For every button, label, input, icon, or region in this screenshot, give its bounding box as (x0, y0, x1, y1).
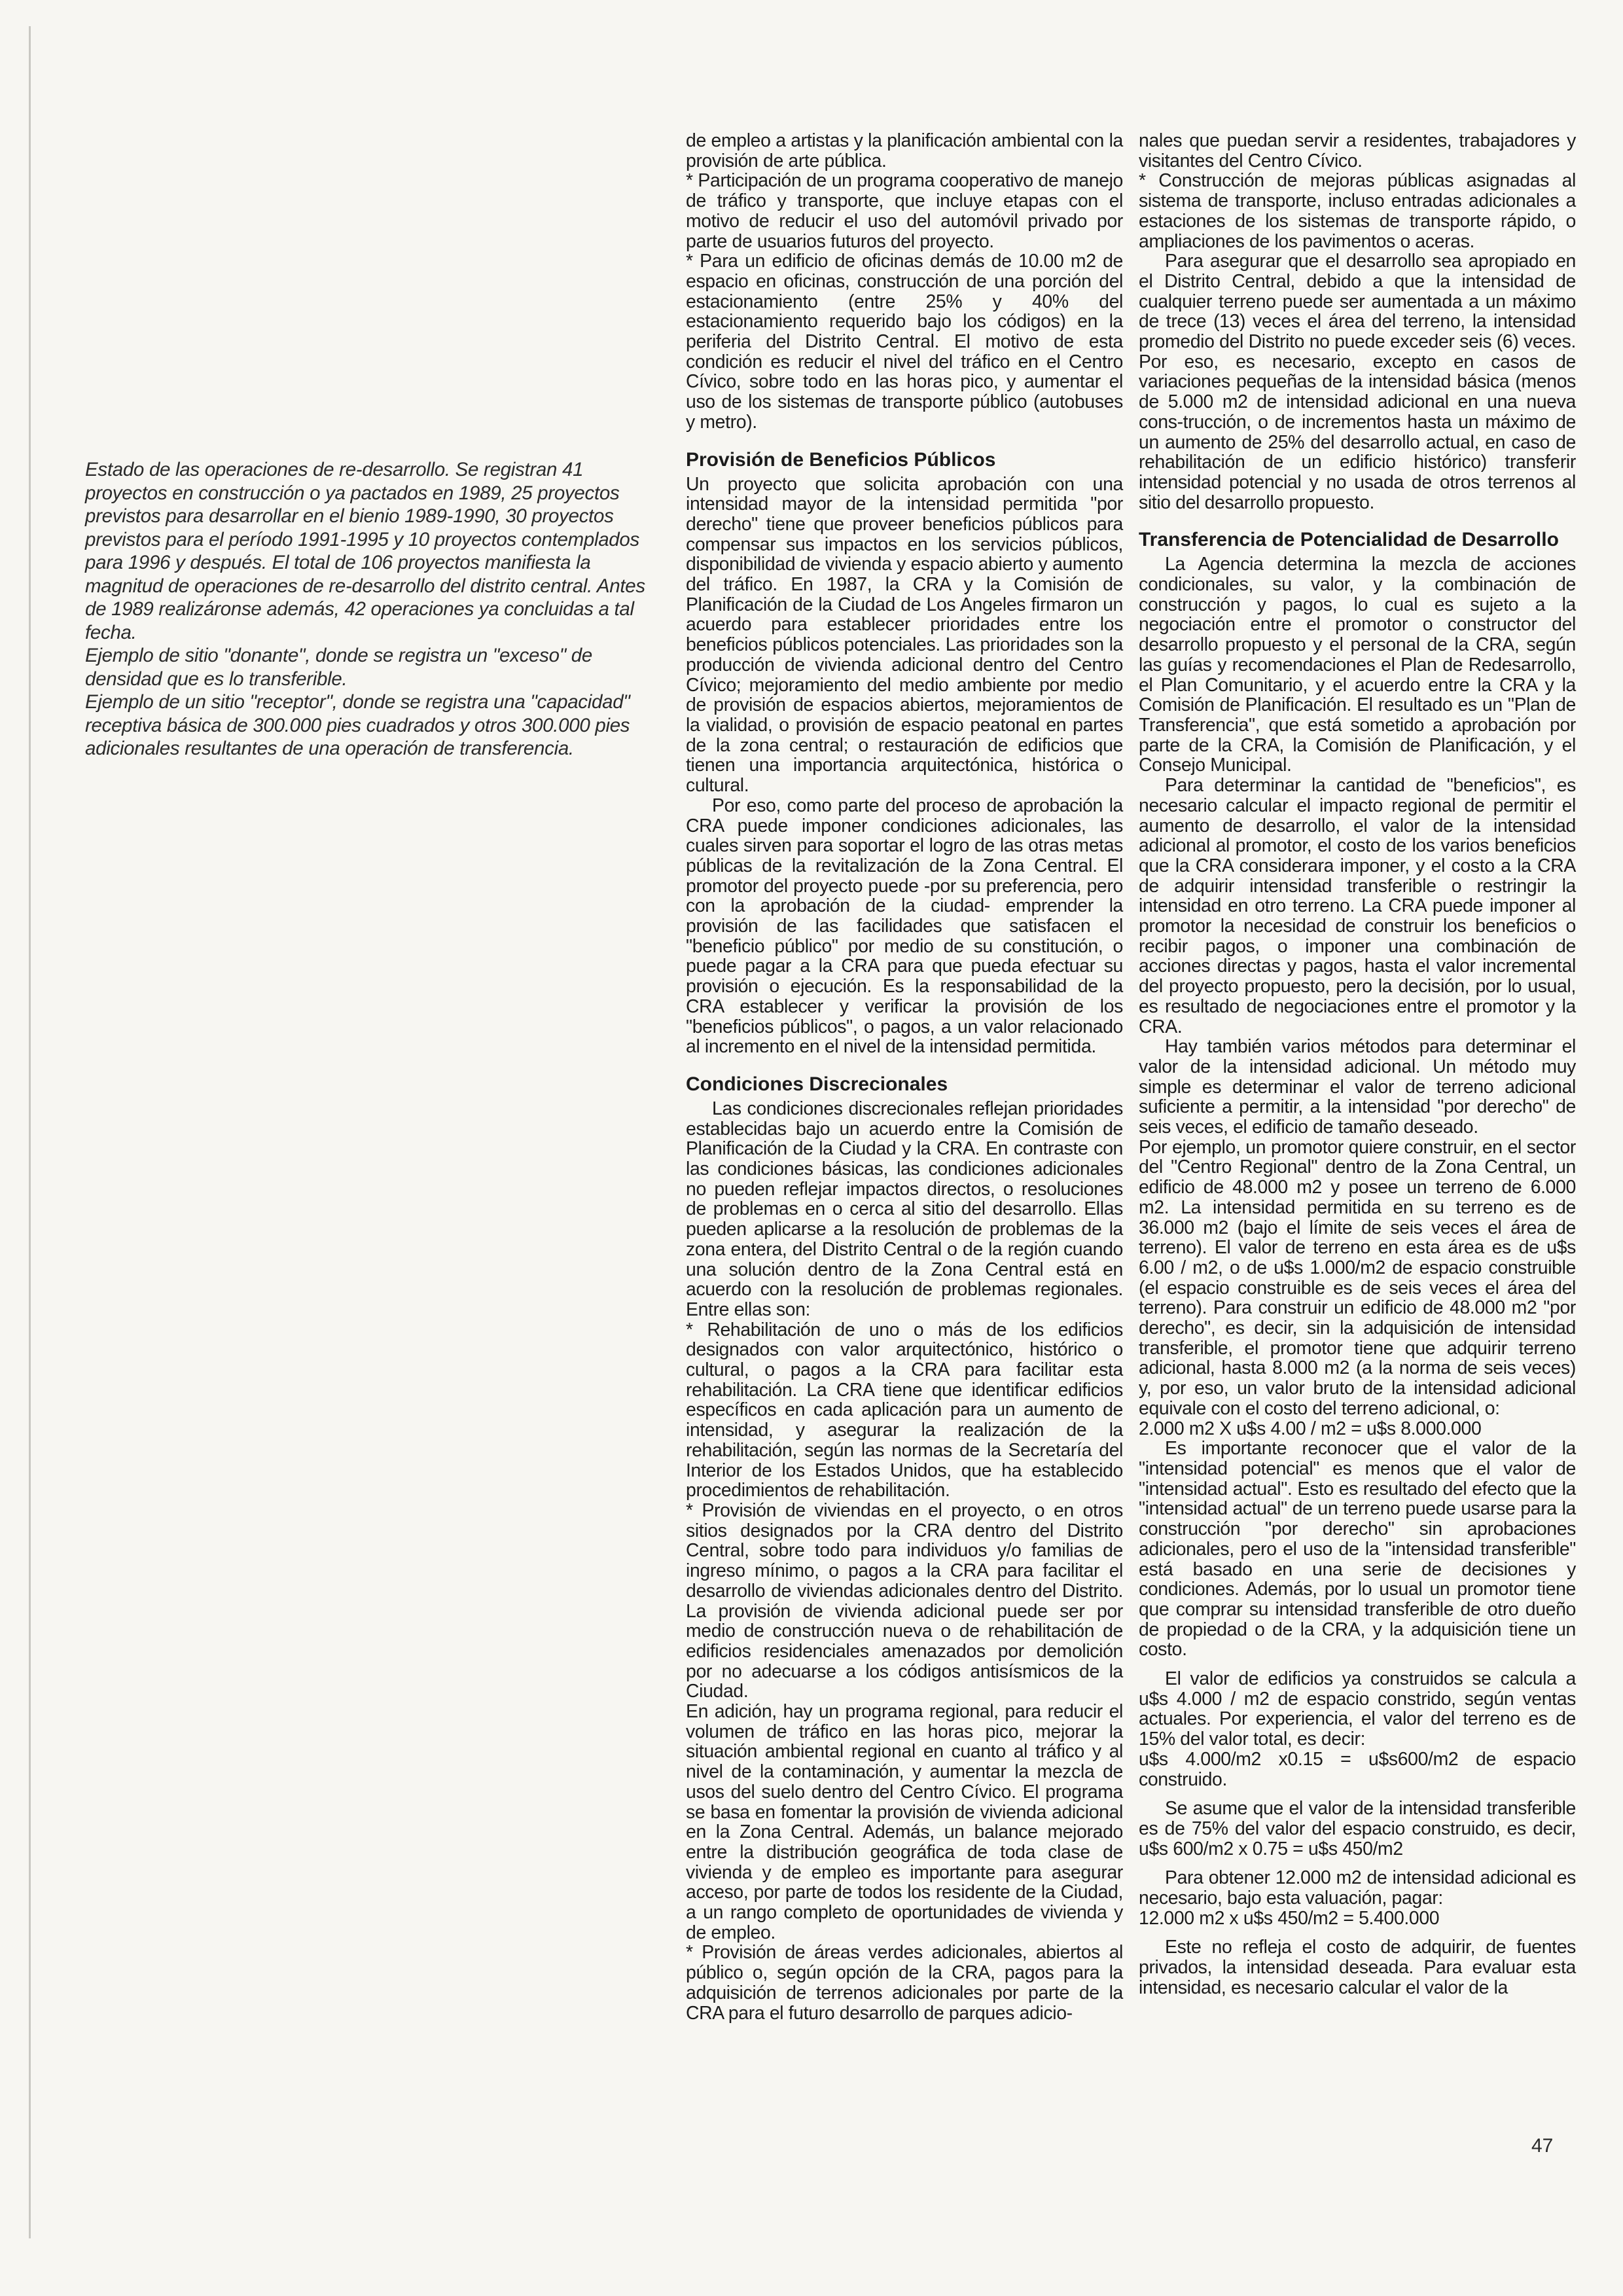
caption-paragraph: Ejemplo de un sitio "receptor", donde se registra una "capacidad" receptiva básica de 300.000 pies cuadrados y otros 300.000 pies adicionales resultantes de una operación de transferencia. (85, 691, 630, 759)
body-paragraph: * Rehabilitación de uno o más de los edificios designados con valor arquitectónico, histórico o cultural, o pagos a la CRA para facilitar esta rehabilitación. La CRA tiene que identificar edificios específicos en cada aplicación para un aumento de intensidad, y asegurar la realización de la rehabilitación, según las normas de la Secretaría del Interior de los Estados Unidos, que ha establecido procedimientos de rehabilitación. (686, 1319, 1123, 1501)
section-heading: Transferencia de Potencialidad de Desarrollo (1139, 529, 1559, 551)
body-paragraph: * Participación de un programa cooperativo de manejo de tráfico y transporte, que incluye etapas con el motivo de reducir el uso del automóvil privado por parte de usuarios futuros del proyecto. (686, 170, 1123, 252)
body-paragraph: Por eso, como parte del proceso de aprobación la CRA puede imponer condiciones adicionales, las cuales sirven para soportar el logro de las otras metas públicas de la revitalización de la Zona Central. El promotor del proyecto puede -por su preferencia, pero con la aprobación de la ciudad- emprender la provisión de las facilidades que satisfacen el "beneficio público" por medio de su constitución, o puede pagar a la CRA para que pueda efectuar su provisión o ejecución. Es la responsabilidad de la CRA establecer y verificar la provisión de los "beneficios públicos", o pagos, a un valor relacionado al incremento en el nivel de la intensidad permitida. (686, 795, 1123, 1058)
body-paragraph: En adición, hay un programa regional, para reducir el volumen de tráfico en las horas pico, mejorar la situación ambiental regional en cuanto al tráfico y al nivel de la contaminación, y aumentar la mezcla de usos del suelo dentro del Centro Cívico. El programa se basa en fomentar la provisión de vivienda adicional en la Zona Central. Además, un balance mejorado entre la distribución geográfica de toda clase de vivienda y de empleo es importante para asegurar acceso, por parte de todos los residente de la Ciudad, a un rango completo de oportunidades de vivienda y de empleo. (686, 1701, 1123, 1943)
body-paragraph: de empleo a artistas y la planificación ambiental con la provisión de arte pública. (686, 130, 1123, 171)
text-column-right (1139, 131, 1576, 1998)
body-paragraph: El valor de edificios ya construidos se calcula a u$s 4.000 / m2 de espacio constrido, según ventas actuales. Por experiencia, el valor del terreno es de 15% del valor total, es decir: (1139, 1668, 1576, 1750)
formula-line: 2.000 m2 X u$s 4.00 / m2 = u$s 8.000.000 (1139, 1418, 1482, 1439)
body-paragraph: Para asegurar que el desarrollo sea apropiado en el Distrito Central, debido a que la intensidad de cualquier terreno puede ser aumentada a un máximo de trece (13) veces el área del terreno, la intensidad promedio del Distrito no puede exceder seis (6) veces. Por eso, es necesario, excepto en casos de variaciones pequeñas de la intensidad básica (menos de 5.000 m2 de intensidad adicional en una nueva cons-trucción, o de incrementos hasta un máximo de un aumento de 25% del desarrollo actual, en caso de rehabilitación de un edificio histórico) transferir intensidad potencial y no usada de otros terrenos al sitio del desarrollo propuesto. (1139, 251, 1576, 513)
figure-caption (85, 458, 664, 761)
page-number: 47 (1531, 2135, 1554, 2157)
section-heading: Condiciones Discrecionales (686, 1073, 948, 1095)
body-paragraph: Por ejemplo, un promotor quiere construir, en el sector del "Centro Regional" dentro de la Zona Central, un edificio de 48.000 m2 y posee un terreno de 6.000 m2. La intensidad permitida en su terreno es de 36.000 m2 (bajo el límite de seis veces el área de terreno). El valor de terreno en esta área es de u$s 6.00 / m2, o de u$s 1.000/m2 de espacio construible (el espacio construible es de seis veces el área del terreno). Para construir un edificio de 48.000 m2 "por derecho", es decir, sin la adquisición de intensidad transferible, el promotor tiene que adquirir terreno adicional, hasta 8.000 m2 (a la norma de seis veces) y, por eso, un valor bruto de la intensidad adicional equivale con el costo del terreno adicional, o: (1139, 1136, 1576, 1419)
body-paragraph: Este no refleja el costo de adquirir, de fuentes privados, la intensidad deseada. Para evaluar esta intensidad, es necesario calcular el valor de la (1139, 1937, 1576, 1998)
body-paragraph: La Agencia determina la mezcla de acciones condicionales, su valor, y la combinación de construcción y pagos, lo cual es sujeto a la negociación entre el promotor o constructor del desarrollo propuesto y el personal de la CRA, según las guías y recomendaciones el Plan de Redesarrollo, el Plan Comunitario, y el acuerdo entre la CRA y la Comisión de Planificación. El resultado es un "Plan de Transferencia", que está sometido a aprobación por parte de la CRA, la Comisión de Planificación, y el Consejo Municipal. (1139, 554, 1576, 776)
formula-line: u$s 4.000/m2 x0.15 = u$s600/m2 de espacio construido. (1139, 1748, 1576, 1790)
caption-paragraph: Ejemplo de sitio "donante", donde se registra un "exceso" de densidad que es lo transferible. (85, 645, 592, 690)
body-paragraph: * Provisión de áreas verdes adicionales, abiertos al público o, según opción de la CRA, pagos para la adquisición de terrenos adicionales por parte de la CRA para el futuro desarrollo de parques adicio- (686, 1942, 1123, 2024)
body-paragraph: nales que puedan servir a residentes, trabajadores y visitantes del Centro Cívico. (1139, 130, 1576, 171)
text-column-left (686, 131, 1123, 2023)
body-paragraph: Para obtener 12.000 m2 de intensidad adicional es necesario, bajo esta valuación, pagar: (1139, 1867, 1576, 1909)
body-paragraph: Hay también varios métodos para determinar el valor de la intensidad adicional. Un método muy simple es determinar el valor de terreno adicional suficiente a permitir, a la intensidad "por derecho" de seis veces, el edificio de tamaño deseado. (1139, 1036, 1576, 1138)
body-paragraph: Las condiciones discrecionales reflejan prioridades establecidas bajo un acuerdo entre la Comisión de Planificación de la Ciudad y la CRA. En contraste con las condiciones básicas, las condiciones adicionales no pueden reflejar impactos directos, o resoluciones de problemas en o cerca al sitio del desarrollo. Ellas pueden aplicarse a la resolución de problemas de la zona entera, del Distrito Central o de la región cuando una solución dentro de la Zona Central está en acuerdo con la resolución de problemas regionales. Entre ellas son: (686, 1098, 1123, 1320)
body-paragraph: Es importante reconocer que el valor de la "intensidad potencial" es menos que el valor de "intensidad actual". Esto es resultado del efecto que la "intensidad actual" de un terreno puede usarse para la construcción "por derecho" sin aprobaciones adicionales, pero el uso de la "intensidad transferible" está basado en una serie de decisiones y condiciones. Además, por lo usual un promotor tiene que comprar su intensidad transferible de otro dueño de propiedad o de la CRA, y la adquisición tiene un costo. (1139, 1438, 1576, 1660)
formula-line: 12.000 m2 x u$s 450/m2 = 5.400.000 (1139, 1907, 1440, 1929)
caption-paragraph: Estado de las operaciones de re-desarrollo. Se registran 41 proyectos en construcción o ya pactados en 1989, 25 proyectos previstos para desarrollar en el bienio 1989-1990, 30 proyectos previstos para el período 1991-1995 y 10 proyectos contemplados para 1996 y después. El total de 106 proyectos manifiesta la magnitud de operaciones de re-desarrollo del distrito central. Antes de 1989 realizáronse además, 42 operaciones ya concluidas a tal fecha. (85, 459, 645, 643)
body-paragraph: Para determinar la cantidad de "beneficios", es necesario calcular el impacto regional de permitir el aumento de desarrollo, el valor de la intensidad adicional al promotor, el costo de los varios beneficios que la CRA considerara imponer, y el costo a la CRA de adquirir intensidad transferible o restringir la intensidad en otro terreno. La CRA puede imponer al promotor la necesidad de construir los beneficios o recibir pagos, o imponer una combinación de acciones directas y pagos, hasta el valor incremental del proyecto propuesto, pero la decisión, por lo usual, es resultado de negociaciones entre el promotor y la CRA. (1139, 775, 1576, 1037)
body-paragraph: * Provisión de viviendas en el proyecto, o en otros sitios designados por la CRA dentro del Distrito Central, sobre todo para individuos y/o familias de ingreso mínimo, o pagos a la CRA para facilitar el desarrollo de viviendas adicionales dentro del Distrito. La provisión de vivienda adicional puede ser por medio de construcción nueva o de rehabilitación de edificios residenciales amenazados por demolición por no adecuarse a los códigos antisísmicos de la Ciudad. (686, 1500, 1123, 1702)
body-paragraph: * Construcción de mejoras públicas asignadas al sistema de transporte, incluso entradas adicionales a estaciones de los sistemas de transporte rápido, o ampliaciones de los pavimentos o aceras. (1139, 170, 1576, 252)
body-paragraph: Un proyecto que solicita aprobación con una intensidad mayor de la intensidad permitida "por derecho" tiene que proveer beneficios públicos para compensar sus impactos en los servicios públicos, disponibilidad de vivienda y espacio abierto y aumento del tráfico. En 1987, la CRA y la Comisión de Planificación de la Ciudad de Los Angeles firmaron un acuerdo para establecer prioridades entre los beneficios públicos potenciales. Las prioridades son la producción de vivienda adicional dentro del Centro Cívico; mejoramiento del medio ambiente por medio de provisión de espacios abiertos, mejoramientos de la vialidad, o provisión de espacio peatonal en partes de la zona central; o restauración de edificios que tienen una importancia arquitectónica, histórica o cultural. (686, 473, 1123, 797)
body-paragraph: * Para un edificio de oficinas demás de 10.00 m2 de espacio en oficinas, construcción de una porción del estacionamiento (entre 25% y 40% del estacionamiento requerido bajo los códigos) en la periferia del Distrito Central. El motivo de esta condición es reducir el nivel del tráfico en el Centro Cívico, sobre todo en las horas pico, y aumentar el uso de los sistemas de transporte público (autobuses y metro). (686, 251, 1123, 433)
section-heading: Provisión de Beneficios Públicos (686, 448, 996, 471)
body-paragraph: Se asume que el valor de la intensidad transferible es de 75% del valor del espacio construido, es decir, u$s 600/m2 x 0.75 = u$s 450/m2 (1139, 1798, 1576, 1859)
page-edge-line (29, 26, 31, 2238)
